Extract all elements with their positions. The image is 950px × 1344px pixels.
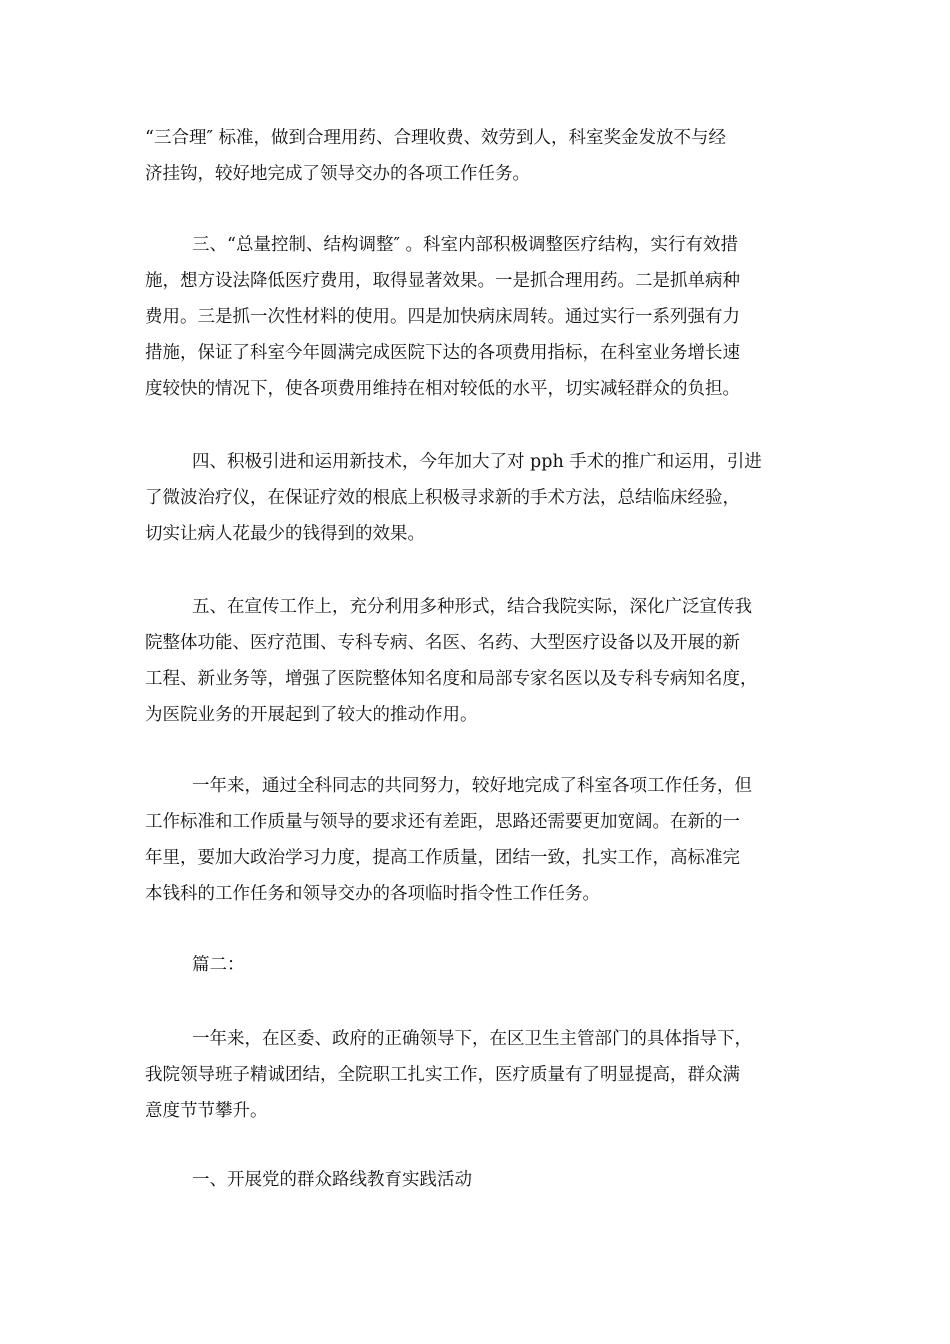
paragraph [145,444,805,552]
text-line: 三、“总量控制、结构调整″ 。科室内部积极调整医疗结构，实行有效措 [192,235,739,255]
paragraph [145,1021,805,1129]
text-line: 费用。三是抓一次性材料的使用。四是加快病床周转。通过实行一系列强有力 [145,307,740,327]
text-line: 五、在宣传工作上，充分利用多种形式，结合我院实际，深化广泛宣传我 [192,597,752,617]
text-line: 为医院业务的开展起到了较大的推动作用。 [145,705,478,725]
section-heading [145,947,805,983]
text-line: 我院领导班子精诚团结，全院职工扎实工作，医疗质量有了明显提高，群众满 [145,1065,740,1085]
text-line: 工程、新业务等，增强了医院整体知名度和局部专家名医以及专科专病知名度， [145,669,758,689]
text-line: 施，想方设法降低医疗费用，取得显著效果。一是抓合理用药。二是抓单病种 [145,271,740,291]
text-line: 一年来，在区委、政府的正确领导下，在区卫生主管部门的具体指导下， [192,1029,752,1049]
text-line: 济挂钩，较好地完成了领导交办的各项工作任务。 [145,164,530,184]
text-line: 意度节节攀升。 [145,1101,268,1121]
paragraph [145,589,805,733]
text-line: 年里，要加大政治学习力度，提高工作质量，团结一致，扎实工作，高标准完 [145,848,740,868]
subsection-heading [145,1162,805,1198]
text-line: 措施，保证了科室今年圆满完成医院下达的各项费用指标，在科室业务增长速 [145,343,740,363]
text-line: 四、积极引进和运用新技术，今年加大了对 pph 手术的推广和运用，引进 [192,452,762,472]
text-line: 度较快的情况下，使各项费用维持在相对较低的水平，切实减轻群众的负担。 [145,379,740,399]
text-line: 一、开展党的群众路线教育实践活动 [192,1170,472,1190]
text-line: “三合理″ 标准，做到合理用药、合理收费、效劳到人，科室奖金发放不与经 [145,128,727,148]
text-line: 切实让病人花最少的钱得到的效果。 [145,524,425,544]
paragraph [145,768,805,912]
text-line: 本钱科的工作任务和领导交办的各项临时指令性工作任务。 [145,884,600,904]
text-line: 院整体功能、医疗范围、专科专病、名医、名药、大型医疗设备以及开展的新 [145,633,740,653]
paragraph [145,120,805,192]
text-line: 了微波治疗仪，在保证疗效的根底上积极寻求新的手术方法，总结临床经验， [145,488,740,508]
text-line: 一年来，通过全科同志的共同努力，较好地完成了科室各项工作任务，但 [192,776,752,796]
text-line: 工作标准和工作质量与领导的要求还有差距，思路还需要更加宽阔。在新的一 [145,812,740,832]
paragraph [145,227,805,407]
text-line: 篇二： [192,955,245,975]
